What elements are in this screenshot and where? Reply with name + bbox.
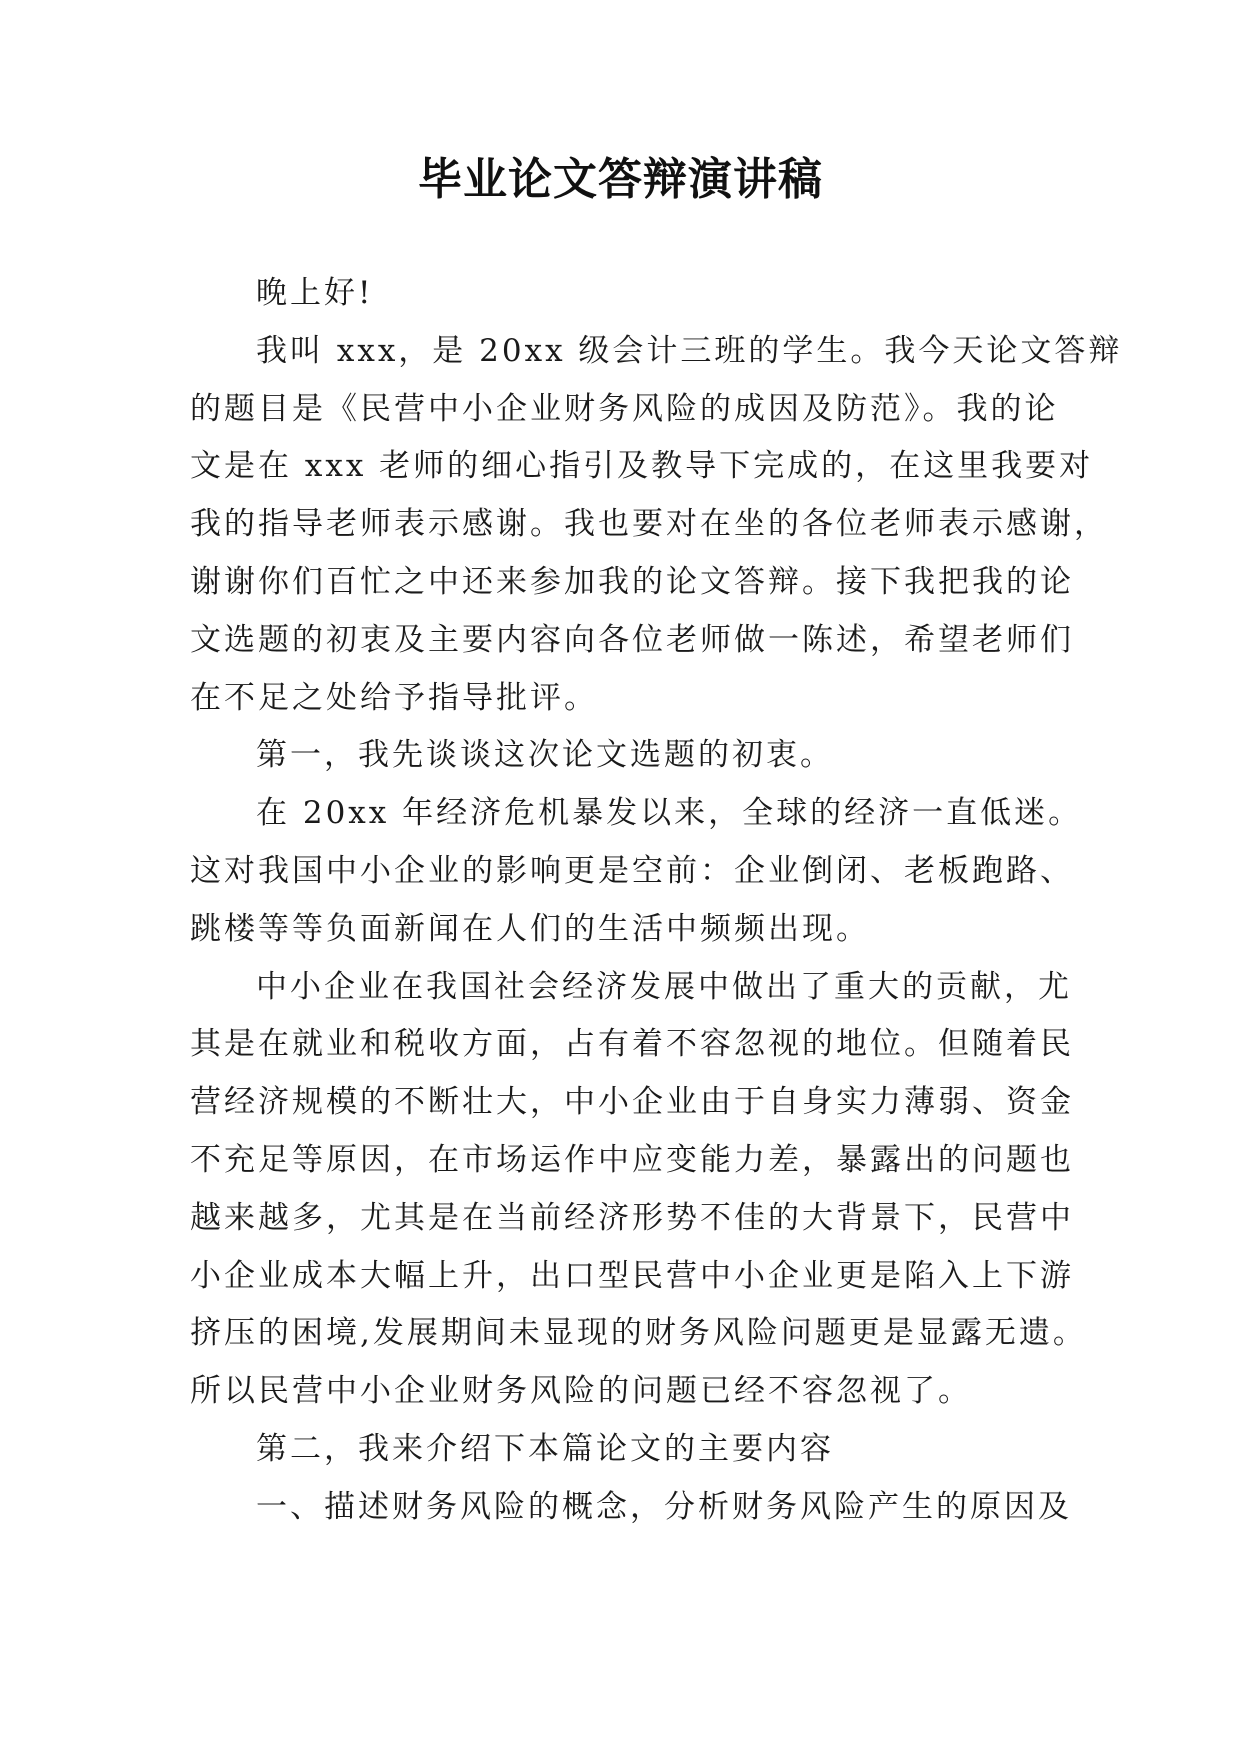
text-line: 其是在就业和税收方面，占有着不容忽视的地位。但随着民	[190, 1026, 1074, 1063]
text-line: 一、描述财务风险的概念，分析财务风险产生的原因及	[256, 1488, 1072, 1525]
text-line: 在 20xx 年经济危机暴发以来，全球的经济一直低迷。	[256, 795, 1083, 832]
text-line: 我的指导老师表示感谢。我也要对在坐的各位老师表示感谢，	[190, 506, 1108, 543]
text-line: 越来越多，尤其是在当前经济形势不佳的大背景下，民营中	[190, 1199, 1074, 1236]
text-line: 中小企业在我国社会经济发展中做出了重大的贡献，尤	[256, 968, 1072, 1005]
document-title: 毕业论文答辩演讲稿	[418, 154, 823, 205]
text-line: 挤压的困境,发展期间未显现的财务风险问题更是显露无遗。	[190, 1315, 1087, 1352]
document-body	[190, 265, 1123, 1537]
text-line: 营经济规模的不断壮大，中小企业由于自身实力薄弱、资金	[190, 1084, 1074, 1121]
text-line: 不充足等原因，在市场运作中应变能力差，暴露出的问题也	[190, 1141, 1074, 1178]
text-line: 所以民营中小企业财务风险的问题已经不容忽视了。	[190, 1373, 972, 1410]
text-line: 文选题的初衷及主要内容向各位老师做一陈述，希望老师们	[190, 621, 1074, 658]
text-line: 跳楼等等负面新闻在人们的生活中频频出现。	[190, 910, 870, 947]
text-line: 晚上好!	[256, 275, 374, 311]
text-line: 我叫 xxx，是 20xx 级会计三班的学生。我今天论文答辩	[256, 332, 1123, 369]
text-line: 在不足之处给予指导批评。	[190, 679, 598, 716]
text-line: 谢谢你们百忙之中还来参加我的论文答辩。接下我把我的论	[190, 563, 1074, 600]
text-line: 的题目是《民营中小企业财务风险的成因及防范》。我的论	[190, 390, 1059, 427]
text-line: 小企业成本大幅上升，出口型民营中小企业更是陷入上下游	[190, 1257, 1074, 1294]
text-line: 第二，我来介绍下本篇论文的主要内容	[256, 1430, 834, 1467]
text-line: 文是在 xxx 老师的细心指引及教导下完成的，在这里我要对	[190, 448, 1094, 485]
text-line: 这对我国中小企业的影响更是空前：企业倒闭、老板跑路、	[190, 852, 1074, 889]
text-line: 第一，我先谈谈这次论文选题的初衷。	[256, 737, 834, 774]
